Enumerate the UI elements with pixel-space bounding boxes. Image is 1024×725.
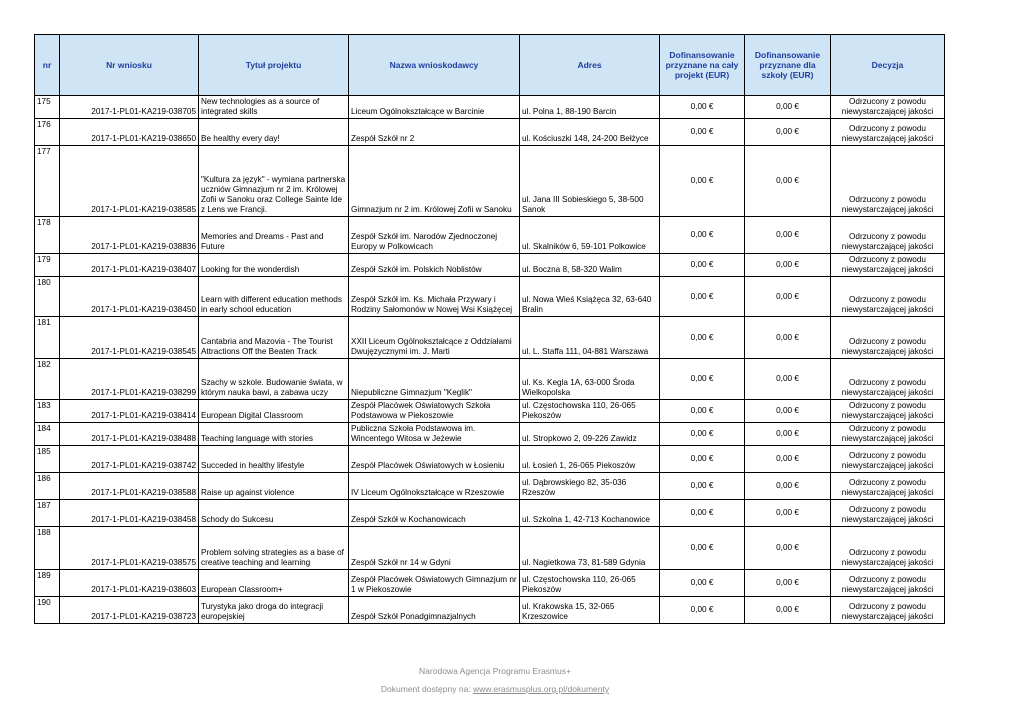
cell-decyzja: Odrzucony z powodu niewystarczającej jakości [831, 570, 945, 597]
cell-adres: ul. Częstochowska 110, 26-065 Piekoszów [520, 400, 660, 423]
cell-nr: 182 [35, 359, 60, 400]
cell-decyzja: Odrzucony z powodu niewystarczającej jakości [831, 527, 945, 570]
cell-decyzja: Odrzucony z powodu niewystarczającej jakości [831, 597, 945, 624]
cell-adres: ul. Skalników 6, 59-101 Polkowice [520, 217, 660, 254]
cell-dofin-projekt: 0,00 € [660, 277, 745, 317]
results-table [34, 34, 945, 624]
cell-dofin-projekt: 0,00 € [660, 119, 745, 146]
table-header-row [35, 35, 945, 96]
cell-tytul: Succeded in healthy lifestyle [199, 446, 349, 473]
table-row [35, 423, 945, 446]
cell-nr-wniosku: 2017-1-PL01-KA219-038836 [60, 217, 199, 254]
cell-nr-wniosku: 2017-1-PL01-KA219-038588 [60, 473, 199, 500]
cell-tytul: European Classroom+ [199, 570, 349, 597]
cell-nazwa: Zespół Szkół im. Polskich Noblistów [349, 254, 520, 277]
col-header-dofin-szkola: Dofinansowanie przyznane dla szkoły (EUR) [745, 35, 831, 96]
cell-dofin-projekt: 0,00 € [660, 254, 745, 277]
cell-decyzja: Odrzucony z powodu niewystarczającej jakości [831, 317, 945, 359]
cell-tytul: Cantabria and Mazovia - The Tourist Attractions Off the Beaten Track [199, 317, 349, 359]
cell-nazwa: Zespół Placówek Oświatowych Szkoła Podstawowa w Piekoszowie [349, 400, 520, 423]
cell-nazwa: Zespół Szkół nr 2 [349, 119, 520, 146]
cell-nr: 179 [35, 254, 60, 277]
cell-dofin-szkola: 0,00 € [745, 119, 831, 146]
cell-decyzja: Odrzucony z powodu niewystarczającej jakości [831, 473, 945, 500]
cell-dofin-szkola: 0,00 € [745, 317, 831, 359]
cell-tytul: "Kultura za język" - wymiana partnerska uczniów Gimnazjum nr 2 im. Królowej Zofii w Sanoku oraz College Sainte Ide z Lens we Francji. [199, 146, 349, 217]
cell-dofin-szkola: 0,00 € [745, 597, 831, 624]
footer-prefix: Dokument dostępny na: [380, 684, 474, 694]
cell-nazwa: Gimnazjum nr 2 im. Królowej Zofii w Sanoku [349, 146, 520, 217]
footer-link[interactable]: www.erasmusplus.org.pl/dokumenty [473, 684, 610, 694]
table-body [35, 96, 945, 624]
table-row [35, 473, 945, 500]
cell-decyzja: Odrzucony z powodu niewystarczającej jakości [831, 400, 945, 423]
cell-nr-wniosku: 2017-1-PL01-KA219-038545 [60, 317, 199, 359]
cell-nr: 181 [35, 317, 60, 359]
table-row [35, 597, 945, 624]
col-header-nr: nr [35, 35, 60, 96]
cell-adres: ul. Krakowska 15, 32-065 Krzeszowice [520, 597, 660, 624]
cell-nr: 176 [35, 119, 60, 146]
cell-nazwa: Zespół Szkół im. Ks. Michała Przywary i Rodziny Sałomonów w Nowej Wsi Książęcej [349, 277, 520, 317]
cell-nazwa: Publiczna Szkoła Podstawowa im. Wincentego Witosa w Jeżewie [349, 423, 520, 446]
cell-nr: 187 [35, 500, 60, 527]
cell-dofin-szkola: 0,00 € [745, 527, 831, 570]
cell-decyzja: Odrzucony z powodu niewystarczającej jakości [831, 423, 945, 446]
cell-nr: 178 [35, 217, 60, 254]
cell-decyzja: Odrzucony z powodu niewystarczającej jakości [831, 119, 945, 146]
cell-nr-wniosku: 2017-1-PL01-KA219-038407 [60, 254, 199, 277]
table-row [35, 146, 945, 217]
cell-tytul: Memories and Dreams - Past and Future [199, 217, 349, 254]
cell-tytul: Learn with different education methods in early school education [199, 277, 349, 317]
table-row [35, 254, 945, 277]
cell-nr-wniosku: 2017-1-PL01-KA219-038414 [60, 400, 199, 423]
table-row [35, 359, 945, 400]
cell-decyzja: Odrzucony z powodu niewystarczającej jakości [831, 146, 945, 217]
cell-dofin-szkola: 0,00 € [745, 217, 831, 254]
cell-adres: ul. Łosień 1, 26-065 Piekoszów [520, 446, 660, 473]
cell-adres: ul. Dąbrowskiego 82, 35-036 Rzeszów [520, 473, 660, 500]
cell-dofin-projekt: 0,00 € [660, 570, 745, 597]
cell-decyzja: Odrzucony z powodu niewystarczającej jakości [831, 96, 945, 119]
table-row [35, 400, 945, 423]
cell-nr-wniosku: 2017-1-PL01-KA219-038650 [60, 119, 199, 146]
cell-nazwa: Zespół Szkół Ponadgimnazjalnych [349, 597, 520, 624]
cell-adres: ul. Częstochowska 110, 26-065 Piekoszów [520, 570, 660, 597]
cell-nazwa: Zespół Placówek Oświatowych Gimnazjum nr 1 w Piekoszowie [349, 570, 520, 597]
table-row [35, 96, 945, 119]
table-row [35, 570, 945, 597]
cell-nr: 189 [35, 570, 60, 597]
cell-nazwa: Liceum Ogólnokształcące w Barcinie [349, 96, 520, 119]
col-header-dofin-projekt: Dofinansowanie przyznane na cały projekt (EUR) [660, 35, 745, 96]
cell-tytul: European Digital Classroom [199, 400, 349, 423]
cell-nr-wniosku: 2017-1-PL01-KA219-038585 [60, 146, 199, 217]
cell-nazwa: Zespół Szkół nr 14 w Gdyni [349, 527, 520, 570]
cell-tytul: Teaching language with stories [199, 423, 349, 446]
cell-nr: 177 [35, 146, 60, 217]
cell-tytul: Be healthy every day! [199, 119, 349, 146]
cell-nr-wniosku: 2017-1-PL01-KA219-038488 [60, 423, 199, 446]
cell-adres: ul. L. Staffa 111, 04-881 Warszawa [520, 317, 660, 359]
cell-dofin-projekt: 0,00 € [660, 527, 745, 570]
cell-nr-wniosku: 2017-1-PL01-KA219-038742 [60, 446, 199, 473]
cell-nazwa: Zespół Szkół im. Narodów Zjednoczonej Europy w Polkowicach [349, 217, 520, 254]
cell-nr: 185 [35, 446, 60, 473]
cell-dofin-projekt: 0,00 € [660, 217, 745, 254]
cell-tytul: Szachy w szkole. Budowanie świata, w którym nauka bawi, a zabawa uczy [199, 359, 349, 400]
cell-dofin-projekt: 0,00 € [660, 96, 745, 119]
cell-tytul: Turystyka jako droga do integracji europejskiej [199, 597, 349, 624]
table-row [35, 119, 945, 146]
cell-dofin-szkola: 0,00 € [745, 500, 831, 527]
cell-dofin-szkola: 0,00 € [745, 277, 831, 317]
cell-decyzja: Odrzucony z powodu niewystarczającej jakości [831, 217, 945, 254]
footer-agency: Narodowa Agencja Programu Erasmus+ [419, 666, 571, 676]
cell-dofin-szkola: 0,00 € [745, 570, 831, 597]
cell-adres: ul. Szkolna 1, 42-713 Kochanowice [520, 500, 660, 527]
cell-nazwa: Zespół Placówek Oświatowych w Łosieniu [349, 446, 520, 473]
cell-dofin-szkola: 0,00 € [745, 254, 831, 277]
cell-dofin-projekt: 0,00 € [660, 423, 745, 446]
cell-decyzja: Odrzucony z powodu niewystarczającej jakości [831, 500, 945, 527]
cell-nr: 190 [35, 597, 60, 624]
cell-decyzja: Odrzucony z powodu niewystarczającej jakości [831, 254, 945, 277]
cell-tytul: Raise up against violence [199, 473, 349, 500]
cell-dofin-szkola: 0,00 € [745, 473, 831, 500]
cell-dofin-szkola: 0,00 € [745, 359, 831, 400]
cell-decyzja: Odrzucony z powodu niewystarczającej jakości [831, 446, 945, 473]
cell-nazwa: Zespół Szkół w Kochanowicach [349, 500, 520, 527]
col-header-nr-wniosku: Nr wniosku [60, 35, 199, 96]
cell-tytul: Problem solving strategies as a base of creative teaching and learning [199, 527, 349, 570]
cell-dofin-projekt: 0,00 € [660, 597, 745, 624]
cell-adres: ul. Nowa Wieś Książęca 32, 63-640 Bralin [520, 277, 660, 317]
cell-tytul: Schody do Sukcesu [199, 500, 349, 527]
cell-nr-wniosku: 2017-1-PL01-KA219-038299 [60, 359, 199, 400]
col-header-tytul: Tytuł projektu [199, 35, 349, 96]
cell-adres: ul. Boczna 8, 58-320 Walim [520, 254, 660, 277]
cell-dofin-projekt: 0,00 € [660, 473, 745, 500]
col-header-nazwa: Nazwa wnioskodawcy [349, 35, 520, 96]
cell-dofin-szkola: 0,00 € [745, 423, 831, 446]
cell-nr-wniosku: 2017-1-PL01-KA219-038603 [60, 570, 199, 597]
cell-dofin-szkola: 0,00 € [745, 400, 831, 423]
cell-nr-wniosku: 2017-1-PL01-KA219-038705 [60, 96, 199, 119]
cell-adres: ul. Ks. Kegla 1A, 63-000 Środa Wielkopolska [520, 359, 660, 400]
cell-nr: 183 [35, 400, 60, 423]
cell-dofin-projekt: 0,00 € [660, 446, 745, 473]
table-row [35, 317, 945, 359]
cell-dofin-szkola: 0,00 € [745, 96, 831, 119]
cell-nr-wniosku: 2017-1-PL01-KA219-038575 [60, 527, 199, 570]
cell-adres: ul. Stropkowo 2, 09-226 Zawidz [520, 423, 660, 446]
cell-nr-wniosku: 2017-1-PL01-KA219-038450 [60, 277, 199, 317]
cell-adres: ul. Kościuszki 148, 24-200 Bełżyce [520, 119, 660, 146]
cell-nr: 188 [35, 527, 60, 570]
cell-decyzja: Odrzucony z powodu niewystarczającej jakości [831, 359, 945, 400]
cell-nr-wniosku: 2017-1-PL01-KA219-038458 [60, 500, 199, 527]
cell-nazwa: XXII Liceum Ogólnokształcące z Oddziałami Dwujęzycznymi im. J. Marti [349, 317, 520, 359]
cell-dofin-projekt: 0,00 € [660, 146, 745, 217]
table-row [35, 277, 945, 317]
cell-dofin-projekt: 0,00 € [660, 500, 745, 527]
cell-nazwa: IV Liceum Ogólnokształcące w Rzeszowie [349, 473, 520, 500]
cell-adres: ul. Nagietkowa 73, 81-589 Gdynia [520, 527, 660, 570]
col-header-adres: Adres [520, 35, 660, 96]
cell-dofin-projekt: 0,00 € [660, 400, 745, 423]
table-row [35, 446, 945, 473]
cell-nr: 186 [35, 473, 60, 500]
cell-tytul: New technologies as a source of integrated skills [199, 96, 349, 119]
col-header-decyzja: Decyzja [831, 35, 945, 96]
cell-dofin-projekt: 0,00 € [660, 317, 745, 359]
cell-adres: ul. Jana III Sobieskiego 5, 38-500 Sanok [520, 146, 660, 217]
cell-tytul: Looking for the wonderdish [199, 254, 349, 277]
cell-dofin-projekt: 0,00 € [660, 359, 745, 400]
cell-nr-wniosku: 2017-1-PL01-KA219-038723 [60, 597, 199, 624]
footer-document-line [0, 684, 990, 694]
cell-dofin-szkola: 0,00 € [745, 146, 831, 217]
cell-dofin-szkola: 0,00 € [745, 446, 831, 473]
cell-nr: 184 [35, 423, 60, 446]
cell-nr: 175 [35, 96, 60, 119]
cell-nazwa: Niepubliczne Gimnazjum "Keglik" [349, 359, 520, 400]
cell-nr: 180 [35, 277, 60, 317]
cell-decyzja: Odrzucony z powodu niewystarczającej jakości [831, 277, 945, 317]
cell-adres: ul. Polna 1, 88-190 Barcin [520, 96, 660, 119]
table-row [35, 527, 945, 570]
table-row [35, 217, 945, 254]
table-row [35, 500, 945, 527]
